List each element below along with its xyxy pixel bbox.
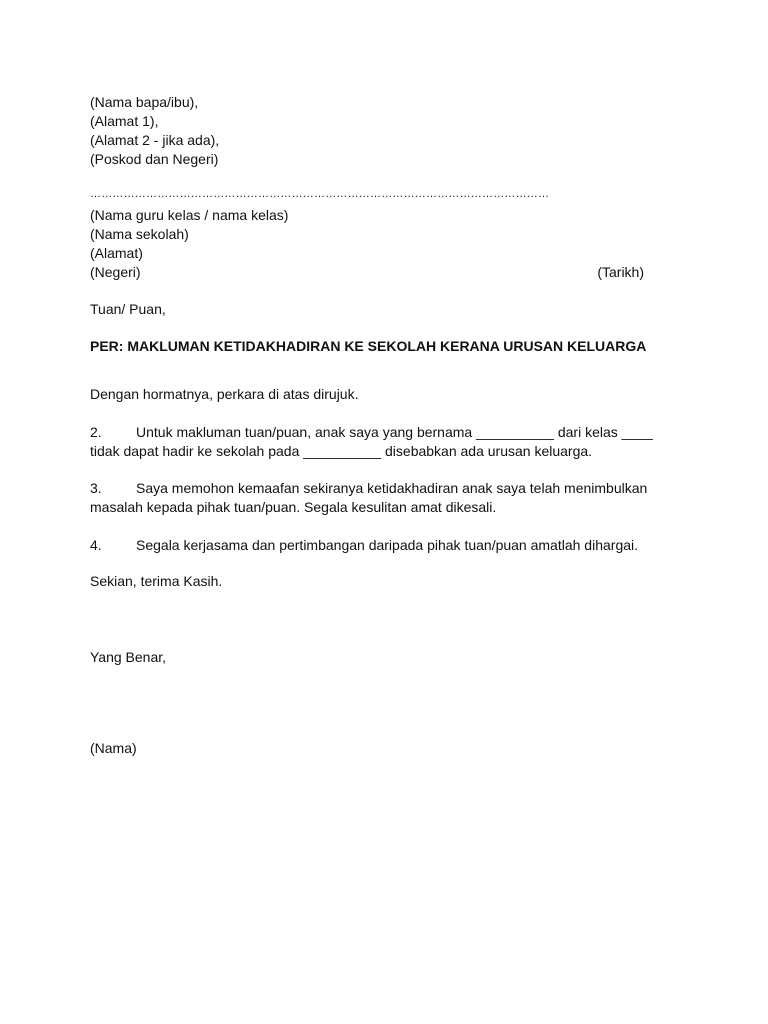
letter-subject: PER: MAKLUMAN KETIDAKHADIRAN KE SEKOLAH KERANA URUSAN KELUARGA <box>90 338 647 354</box>
letter-date: (Tarikh) <box>597 264 644 280</box>
sender-name: (Nama bapa/ibu), <box>90 94 199 110</box>
salutation: Tuan/ Puan, <box>90 301 166 317</box>
recipient-teacher: (Nama guru kelas / nama kelas) <box>90 207 289 223</box>
recipient-address-line: (Alamat) <box>90 245 143 261</box>
paragraph-4 <box>90 536 670 555</box>
signoff: Yang Benar, <box>90 649 167 665</box>
paragraph-text: Saya memohon kemaafan sekiranya ketidakhadiran anak saya telah menimbulkan <box>136 480 648 496</box>
separator-line: …………………………………………………………………………………………………………… <box>90 188 550 200</box>
opening-line: Dengan hormatnya, perkara di atas dirujuk. <box>90 386 359 402</box>
sender-postcode-state: (Poskod dan Negeri) <box>90 151 219 167</box>
paragraph-number: 3. <box>90 480 102 496</box>
recipient-address <box>90 206 670 282</box>
closing-line: Sekian, terima Kasih. <box>90 573 223 589</box>
signatory-name: (Nama) <box>90 740 137 756</box>
paragraph-text: Untuk makluman tuan/puan, anak saya yang bernama __________ dari kelas ____ <box>136 424 653 440</box>
paragraph-number: 2. <box>90 424 102 440</box>
paragraph-number: 4. <box>90 537 102 553</box>
paragraph-text-cont: masalah kepada pihak tuan/puan. Segala kesulitan amat dikesali. <box>90 499 497 515</box>
recipient-state: (Negeri) <box>90 264 141 280</box>
sender-address-2: (Alamat 2 - jika ada), <box>90 132 220 148</box>
sender-address <box>90 93 670 169</box>
recipient-school: (Nama sekolah) <box>90 226 189 242</box>
recipient-state-row <box>90 263 644 282</box>
paragraph-3 <box>90 479 670 517</box>
paragraph-text-cont: tidak dapat hadir ke sekolah pada __________ disebabkan ada urusan keluarga. <box>90 443 593 459</box>
paragraph-2 <box>90 423 670 461</box>
paragraph-text: Segala kerjasama dan pertimbangan daripada pihak tuan/puan amatlah dihargai. <box>136 537 639 553</box>
sender-address-1: (Alamat 1), <box>90 113 159 129</box>
